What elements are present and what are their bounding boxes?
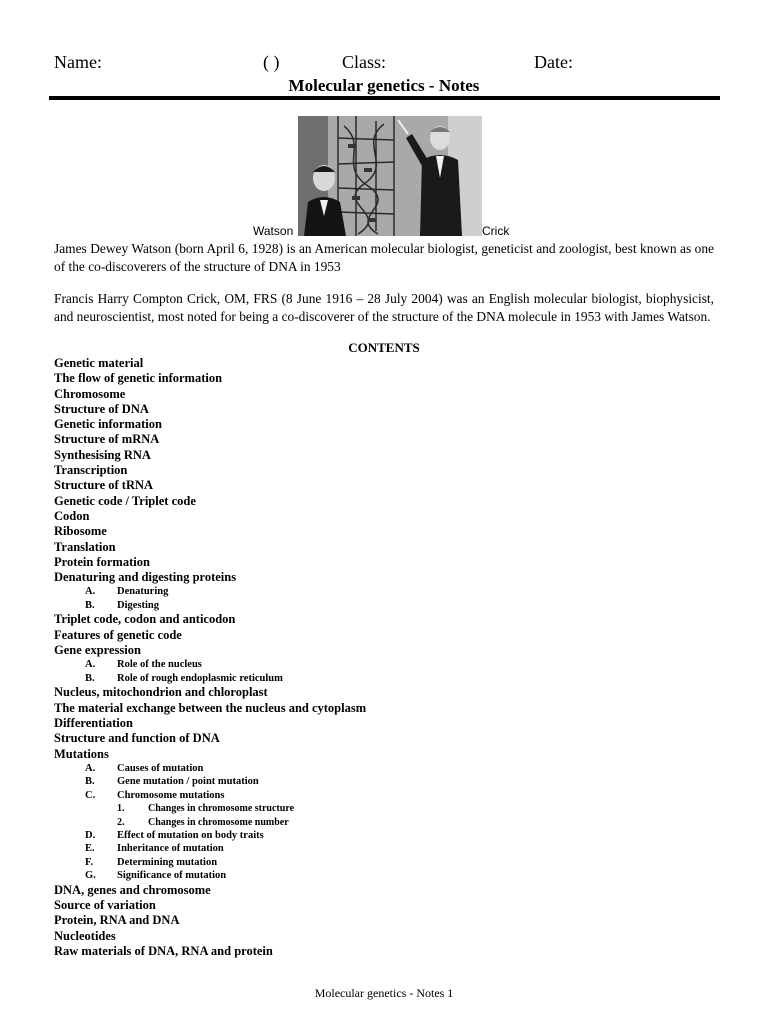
toc-item-marker: B. (85, 672, 95, 684)
toc-item-text: Gene expression (54, 643, 141, 658)
toc-item-text: Protein formation (54, 554, 150, 569)
toc-item-text: Triplet code, codon and anticodon (54, 612, 236, 627)
toc-item-text: Structure of DNA (54, 401, 149, 416)
toc-item-text: Causes of mutation (117, 762, 204, 774)
toc-item-text: Changes in chromosome structure (148, 803, 295, 815)
toc-item-text: Transcription (54, 463, 128, 478)
toc-item-text: Role of the nucleus (117, 659, 202, 671)
toc-item-text: Inheritance of mutation (117, 843, 224, 855)
toc-item (54, 762, 734, 776)
toc-item (54, 898, 734, 913)
toc-item (54, 478, 734, 493)
toc-item-text: Nucleotides (54, 928, 116, 943)
toc-item (54, 789, 734, 803)
watson-paragraph: James Dewey Watson (born April 6, 1928) is an American molecular biologist, geneticist and zoologist, best known as one of the co-discoverers of the structure of DNA in 1953 (54, 241, 714, 274)
toc-item (54, 816, 734, 829)
toc-item-marker: B. (85, 776, 95, 788)
table-of-contents (54, 356, 734, 959)
toc-item (54, 869, 734, 883)
toc-item (54, 643, 734, 658)
toc-item (54, 731, 734, 746)
toc-item-marker: A. (85, 586, 96, 598)
toc-item (54, 701, 734, 716)
crick-caption: Crick (482, 224, 510, 238)
document-title: Molecular genetics - Notes (288, 76, 480, 95)
date-label: Date: (534, 52, 573, 72)
toc-item (54, 856, 734, 870)
toc-item (54, 672, 734, 686)
toc-item (54, 448, 734, 463)
toc-item (54, 371, 734, 386)
toc-item (54, 944, 734, 959)
toc-item-text: Effect of mutation on body traits (117, 829, 264, 841)
toc-item-text: Ribosome (54, 524, 107, 539)
class-label: Class: (342, 52, 387, 72)
toc-item-text: Structure and function of DNA (54, 731, 220, 746)
toc-item (54, 842, 734, 856)
toc-item (54, 570, 734, 585)
toc-item-text: Protein, RNA and DNA (54, 913, 180, 928)
toc-item (54, 612, 734, 627)
toc-item-text: Synthesising RNA (54, 447, 151, 462)
toc-item (54, 658, 734, 672)
toc-item (54, 883, 734, 898)
toc-item (54, 494, 734, 509)
toc-item (54, 628, 734, 643)
toc-item-text: Changes in chromosome number (148, 816, 289, 828)
toc-item-text: Determining mutation (117, 856, 218, 868)
toc-item (54, 432, 734, 447)
toc-item (54, 585, 734, 599)
toc-item-text: Significance of mutation (117, 870, 227, 882)
watson-crick-photo (298, 116, 482, 236)
toc-item (54, 599, 734, 613)
toc-item-text: Denaturing and digesting proteins (54, 570, 237, 585)
toc-item-marker: B. (85, 599, 95, 611)
toc-item (54, 387, 734, 402)
toc-item-text: Chromosome (54, 386, 126, 401)
toc-item-text: Mutations (54, 746, 109, 761)
toc-item-text: The material exchange between the nucleus and cytoplasm (54, 700, 367, 715)
toc-item (54, 747, 734, 762)
toc-item-marker: 1. (117, 803, 125, 815)
toc-item-marker: A. (85, 659, 96, 671)
toc-item-text: Denaturing (117, 586, 169, 598)
toc-item-text: Nucleus, mitochondrion and chloroplast (54, 685, 268, 700)
toc-item-marker: E. (85, 843, 95, 855)
header-rule (49, 96, 720, 100)
toc-item-text: Differentiation (54, 715, 133, 730)
toc-item-marker: A. (85, 762, 96, 774)
toc-item (54, 716, 734, 731)
toc-item (54, 829, 734, 843)
toc-item-text: The flow of genetic information (54, 371, 223, 386)
toc-item-text: Features of genetic code (54, 627, 182, 642)
toc-item (54, 775, 734, 789)
toc-item-text: Digesting (117, 599, 159, 611)
toc-item-text: Chromosome mutations (117, 789, 225, 801)
toc-item (54, 540, 734, 555)
toc-item-text: Genetic information (54, 417, 162, 432)
index-paren: ( ) (263, 52, 280, 72)
toc-item (54, 524, 734, 539)
toc-item (54, 913, 734, 928)
toc-item (54, 555, 734, 570)
toc-item (54, 417, 734, 432)
toc-item-text: DNA, genes and chromosome (54, 882, 211, 897)
page-footer: Molecular genetics - Notes 1 (314, 986, 454, 1000)
toc-item-marker: G. (85, 870, 96, 882)
toc-item-marker: C. (85, 789, 96, 801)
toc-item (54, 356, 734, 371)
toc-item (54, 685, 734, 700)
name-label: Name: (54, 52, 102, 72)
toc-item (54, 509, 734, 524)
contents-heading: CONTENTS (348, 340, 420, 355)
toc-item-text: Raw materials of DNA, RNA and protein (54, 943, 273, 958)
toc-item-marker: F. (85, 856, 94, 868)
toc-item-text: Structure of tRNA (54, 478, 154, 493)
toc-item-marker: 2. (117, 816, 125, 828)
watson-caption: Watson (253, 224, 294, 238)
toc-item-text: Role of rough endoplasmic reticulum (117, 672, 283, 684)
toc-item (54, 929, 734, 944)
toc-item-marker: D. (85, 829, 96, 841)
toc-item-text: Gene mutation / point mutation (117, 776, 259, 788)
toc-item-text: Structure of mRNA (54, 432, 160, 447)
toc-item-text: Genetic material (54, 356, 144, 370)
student-header (54, 52, 720, 76)
crick-paragraph: Francis Harry Compton Crick, OM, FRS (8 June 1916 – 28 July 2004) was an English molecular biologist, biophysicist, and neuroscientist, most noted for being a co-discoverer of the structure of the DNA molecule in 1953 with James Watson. (54, 291, 714, 324)
toc-item-text: Translation (54, 539, 116, 554)
toc-item-text: Genetic code / Triplet code (54, 493, 196, 508)
toc-item-text: Source of variation (54, 898, 156, 912)
toc-item (54, 463, 734, 478)
toc-item-text: Codon (54, 508, 90, 523)
toc-item (54, 402, 734, 417)
toc-item (54, 802, 734, 815)
